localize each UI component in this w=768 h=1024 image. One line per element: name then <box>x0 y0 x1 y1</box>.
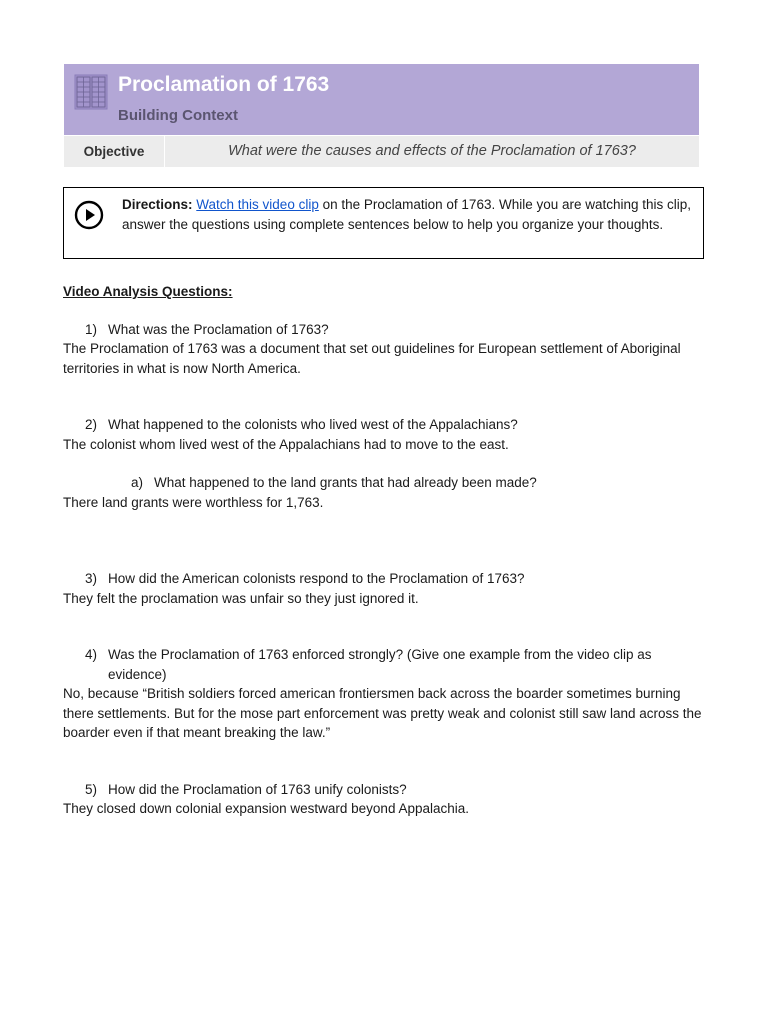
directions-body: on the Proclamation of 1763. While you are watching this clip, answer the questions using complete sentences below to help you organize your thoughts. <box>122 197 692 232</box>
notebook-grid-icon <box>74 74 108 110</box>
objective-label: Objective <box>83 144 145 159</box>
page-subtitle: Building Context <box>118 107 238 124</box>
question-number: a) <box>131 475 144 490</box>
directions-label: Directions: <box>122 197 193 212</box>
video-clip-link[interactable]: Watch this video clip <box>196 197 319 212</box>
questions-section <box>63 282 708 819</box>
objective-text: What were the causes and effects of the Proclamation of 1763? <box>228 143 636 159</box>
question-5 <box>63 780 708 800</box>
question-number: 5) <box>85 781 98 797</box>
answer-4: No, because “British soldiers forced american frontiersmen back across the boarder sometimes burning there settlements. But for the mose part enforcement was pretty weak and colonist still saw land across the boarder even if that meant breaking the law.” <box>63 686 702 740</box>
question-2a <box>63 473 708 493</box>
play-circle-icon <box>74 200 104 230</box>
answer-3: They felt the proclamation was unfair so they just ignored it. <box>63 590 419 606</box>
objective-row <box>64 136 699 167</box>
question-number: 3) <box>85 571 98 586</box>
answer-2a: There land grants were worthless for 1,763. <box>63 494 324 510</box>
question-number: 4) <box>85 647 98 662</box>
directions-text <box>122 195 692 235</box>
section-heading: Video Analysis Questions: <box>63 284 233 299</box>
directions-box <box>63 187 704 259</box>
question-1 <box>63 320 708 340</box>
header-banner <box>64 64 699 135</box>
question-4 <box>63 645 708 684</box>
answer-5: They closed down colonial expansion westward beyond Appalachia. <box>63 801 470 816</box>
question-3 <box>63 569 708 589</box>
answer-1: The Proclamation of 1763 was a document that set out guidelines for European settlement of Aboriginal territories in what is now North America. <box>63 341 681 376</box>
question-number: 2) <box>85 417 98 432</box>
answer-2: The colonist whom lived west of the Appalachians had to move to the east. <box>63 436 509 452</box>
question-text: What was the Proclamation of 1763? <box>108 321 329 337</box>
question-text: How did the Proclamation of 1763 unify colonists? <box>108 781 407 797</box>
question-text: How did the American colonists respond to the Proclamation of 1763? <box>108 571 525 586</box>
question-text: Was the Proclamation of 1763 enforced strongly? (Give one example from the video clip as evidence) <box>108 647 652 682</box>
question-number: 1) <box>85 321 98 337</box>
page-title: Proclamation of 1763 <box>118 73 330 96</box>
question-text: What happened to the land grants that had already been made? <box>154 475 537 490</box>
question-text: What happened to the colonists who lived west of the Appalachians? <box>108 417 518 432</box>
question-2 <box>63 415 708 435</box>
